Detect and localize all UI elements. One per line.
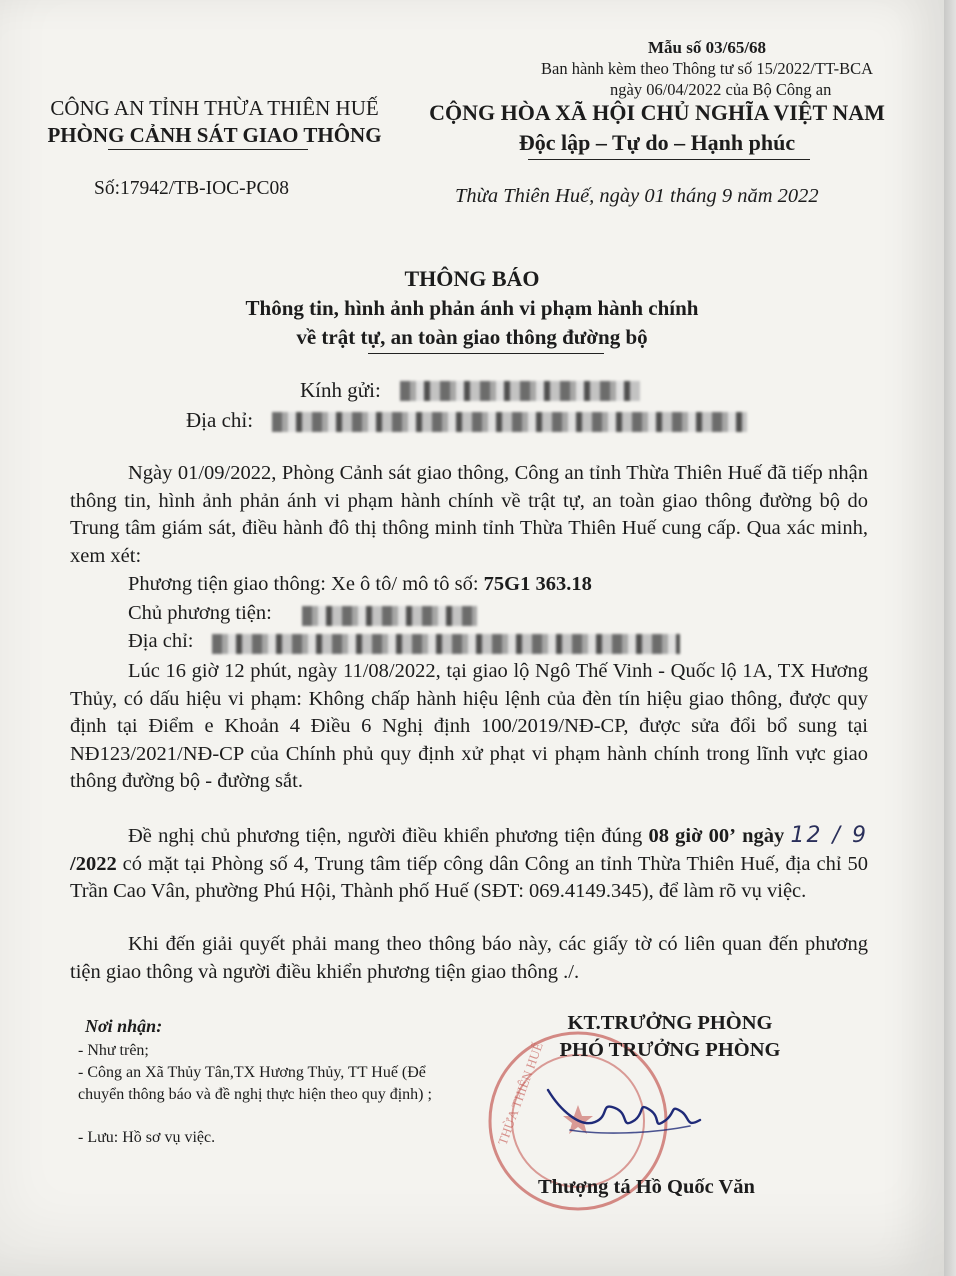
handwritten-date: 12 / 9 bbox=[790, 823, 869, 848]
form-number: Mẫu số 03/65/68 bbox=[648, 38, 767, 57]
form-issued-line-1: Ban hành kèm theo Thông tư số 15/2022/TT-BCA bbox=[541, 59, 874, 78]
para-3-end: có mặt tại Phòng số 4, Trung tâm tiếp công dân Công an tỉnh Thừa Thiên Huế, địa chỉ 50 Trần Cao Vân, phường Phú Hội, Thành phố Huế (SĐT: 069.4149.345), để làm rõ vụ việc. bbox=[70, 852, 868, 902]
recipients-title: Nơi nhận: bbox=[85, 1016, 163, 1036]
agency-line-1: CÔNG AN TỈNH THỪA THIÊN HUẾ bbox=[50, 96, 379, 120]
place-and-date: Thừa Thiên Huế, ngày 01 tháng 9 năm 2022 bbox=[455, 185, 819, 207]
nation-motto: Độc lập – Tự do – Hạnh phúc bbox=[518, 130, 796, 155]
agency-line-2: PHÒNG CẢNH SÁT GIAO THÔNG bbox=[47, 123, 382, 147]
appointment-time: 08 giờ 00’ bbox=[648, 825, 736, 847]
owner-label: Chủ phương tiện: bbox=[128, 602, 272, 624]
document-title: THÔNG BÁO bbox=[404, 266, 540, 291]
document-subtitle-1: Thông tin, hình ảnh phản ánh vi phạm hành chính bbox=[245, 296, 699, 320]
sign-title-2: PHÓ TRƯỞNG PHÒNG bbox=[559, 1039, 781, 1061]
recipient-address-redacted bbox=[272, 412, 747, 432]
appointment-year: /2022 bbox=[70, 852, 117, 875]
agency-name bbox=[22, 96, 407, 148]
body-paragraph-3 bbox=[70, 822, 868, 906]
nation-name: CỘNG HÒA XÃ HỘI CHỦ NGHĨA VIỆT NAM bbox=[429, 100, 885, 125]
signer-name: Thượng tá Hồ Quốc Văn bbox=[538, 1176, 755, 1198]
recipient-label: Kính gửi: bbox=[300, 378, 381, 402]
vehicle-plate: 75G1 363.18 bbox=[483, 573, 592, 595]
motto-underline bbox=[528, 159, 810, 160]
recipient-address-label: Địa chỉ: bbox=[186, 408, 254, 432]
recipient-item-1: - Như trên; bbox=[78, 1042, 149, 1059]
vehicle-label: Phương tiện giao thông: Xe ô tô/ mô tô số: bbox=[128, 573, 484, 595]
owner-address-redacted bbox=[212, 634, 680, 654]
body-paragraph-4: Khi đến giải quyết phải mang theo thông báo này, các giấy tờ có liên quan đến phương tiện giao thông và người điều khiển phương tiện giao thông ./. bbox=[70, 933, 868, 983]
recipient-name-redacted bbox=[400, 381, 640, 401]
owner-address-label: Địa chỉ: bbox=[128, 630, 194, 652]
page-edge bbox=[944, 0, 956, 1276]
body-paragraph-1: Ngày 01/09/2022, Phòng Cảnh sát giao thông, Công an tỉnh Thừa Thiên Huế đã tiếp nhận thông tin, hình ảnh phản ánh vi phạm hành chính về trật tự, an toàn giao thông đường bộ do Trung tâm giám sát, điều hành đô thị thông minh tỉnh Thừa Thiên Huế cung cấp. Qua xác minh, xem xét: bbox=[70, 462, 868, 567]
signature-icon bbox=[540, 1080, 720, 1140]
agency-underline bbox=[108, 149, 308, 150]
vehicle-line bbox=[128, 573, 592, 596]
stamp-text: THỪA THIÊN HUẾ bbox=[494, 1040, 546, 1148]
sign-title-1: KT.TRƯỞNG PHÒNG bbox=[567, 1012, 773, 1034]
document-number: Số:17942/TB-IOC-PC08 bbox=[94, 178, 290, 199]
form-issued-line-2: ngày 06/04/2022 của Bộ Công an bbox=[610, 80, 832, 99]
owner-name-redacted bbox=[302, 606, 477, 626]
para-3-start: Đề nghị chủ phương tiện, người điều khiển phương tiện đúng bbox=[128, 825, 649, 847]
recipient-item-3: - Lưu: Hồ sơ vụ việc. bbox=[78, 1129, 216, 1146]
recipient-item-2: - Công an Xã Thủy Tân,TX Hương Thủy, TT Huế (Để chuyển thông báo và đề nghị thực hiện theo quy định) ; bbox=[78, 1064, 432, 1103]
body-paragraph-2: Lúc 16 giờ 12 phút, ngày 11/08/2022, tại giao lộ Ngô Thế Vinh - Quốc lộ 1A, TX Hương Thủy, có dấu hiệu vi phạm: Không chấp hành hiệu lệnh của đèn tín hiệu giao thông, được quy định tại Điểm e Khoản 4 Điều 6 Nghị định 100/2019/NĐ-CP, được sửa đổi bổ sung tại NĐ123/2021/NĐ-CP của Chính phủ quy định xử phạt vi phạm hành chính trong lĩnh vực giao thông đường bộ - đường sắt. bbox=[70, 660, 868, 792]
subtitle-underline bbox=[368, 353, 604, 354]
national-header bbox=[412, 100, 902, 156]
appointment-day-label: ngày bbox=[742, 825, 785, 847]
document-subtitle-2: về trật tự, an toàn giao thông đường bộ bbox=[296, 325, 648, 349]
